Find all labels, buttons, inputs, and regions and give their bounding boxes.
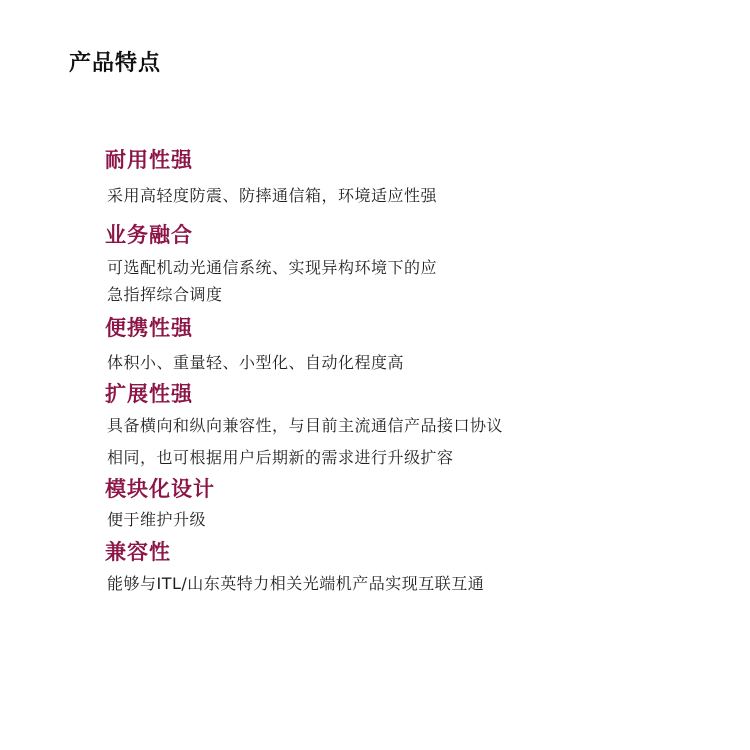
feature-heading-durability: 耐用性强 <box>105 148 193 172</box>
feature-heading-portability: 便携性强 <box>105 316 193 340</box>
feature-description-durability: 采用高轻度防震、防摔通信箱，环境适应性强 <box>107 186 438 205</box>
feature-description-compatibility: 能够与ITL/山东英特力相关光端机产品实现互联互通 <box>107 574 485 593</box>
feature-description-portability: 体积小、重量轻、小型化、自动化程度高 <box>107 353 405 372</box>
feature-heading-compatibility: 兼容性 <box>105 540 171 564</box>
feature-description-expandability: 具备横向和纵向兼容性，与目前主流通信产品接口协议 <box>107 416 504 435</box>
feature-description-service-integration: 可选配机动光通信系统、实现异构环境下的应 <box>107 258 438 277</box>
feature-description-modular-design: 便于维护升级 <box>107 510 207 529</box>
feature-description-service-integration-cont: 急指挥综合调度 <box>107 285 223 304</box>
feature-description-expandability-cont: 相同，也可根据用户后期新的需求进行升级扩容 <box>107 448 454 467</box>
feature-heading-service-integration: 业务融合 <box>105 223 193 247</box>
feature-heading-modular-design: 模块化设计 <box>105 477 215 501</box>
page-title: 产品特点 <box>69 51 162 76</box>
feature-heading-expandability: 扩展性强 <box>105 382 193 406</box>
